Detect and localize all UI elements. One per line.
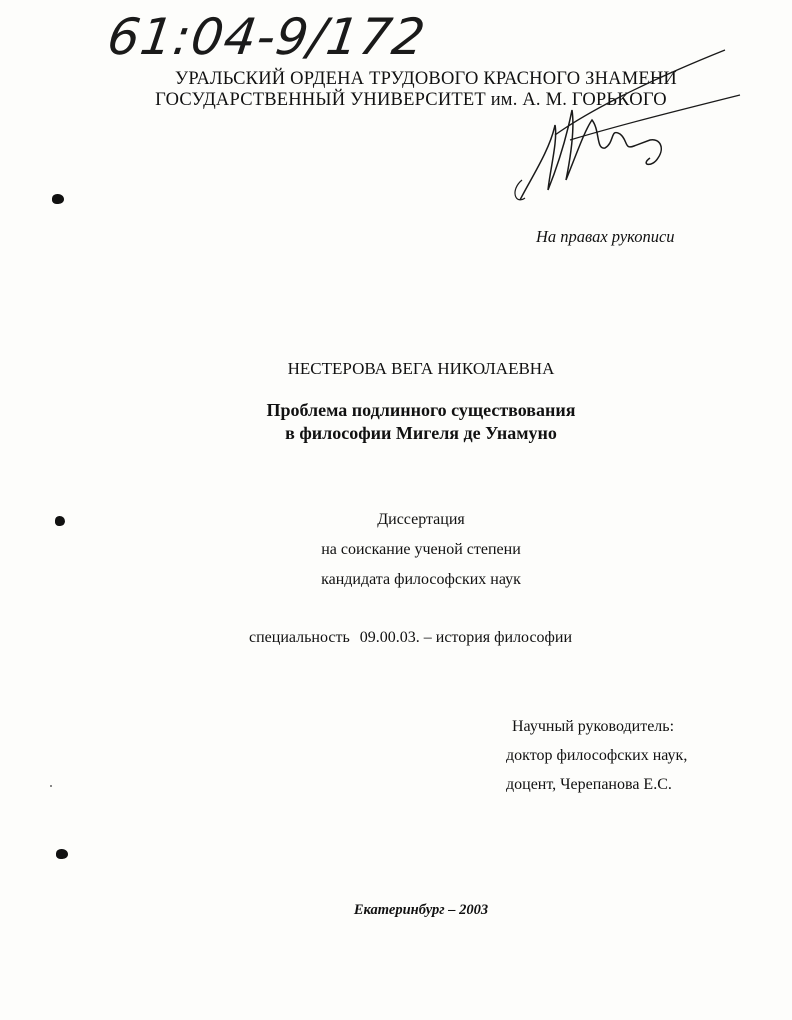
supervisor-heading: Научный руководитель:	[512, 718, 675, 735]
punch-hole-mark	[55, 516, 65, 526]
city-year: Екатеринбург – 2003	[353, 902, 489, 918]
university-name-line-2: ГОСУДАРСТВЕННЫЙ УНИВЕРСИТЕТ им. А. М. ГОРЬКОГО	[155, 90, 667, 110]
degree-purpose: на соискание ученой степени	[321, 541, 521, 558]
specialty-code: 09.00.03. – история философии	[359, 629, 573, 646]
supervisor-name: доцент, Черепанова Е.С.	[506, 776, 672, 793]
supervisor-degree: доктор философских наук,	[506, 747, 688, 764]
dissertation-type: Диссертация	[377, 511, 465, 528]
specialty-label: специальность	[249, 629, 350, 646]
signature-stroke-top	[555, 50, 725, 135]
signature-stroke-main	[520, 110, 661, 200]
specialty-line	[249, 629, 572, 647]
punch-hole-mark	[56, 849, 68, 859]
archive-code-handwritten: 61:04-9/172	[103, 8, 430, 66]
dissertation-title-line-2: в философии Мигеля де Унамуно	[285, 423, 557, 443]
signature-scribble	[500, 30, 760, 210]
signature-stroke-tail	[515, 180, 525, 200]
author-name: НЕСТЕРОВА ВЕГА НИКОЛАЕВНА	[287, 359, 555, 378]
signature-stroke-upper	[570, 95, 740, 140]
punch-hole-mark	[52, 194, 64, 204]
scan-speck	[50, 785, 52, 787]
university-name-line-1: УРАЛЬСКИЙ ОРДЕНА ТРУДОВОГО КРАСНОГО ЗНАМЕНИ	[175, 69, 677, 89]
degree-name: кандидата философских наук	[321, 571, 521, 588]
dissertation-title-line-1: Проблема подлинного существования	[266, 400, 576, 420]
rights-note: На правах рукописи	[536, 227, 675, 246]
